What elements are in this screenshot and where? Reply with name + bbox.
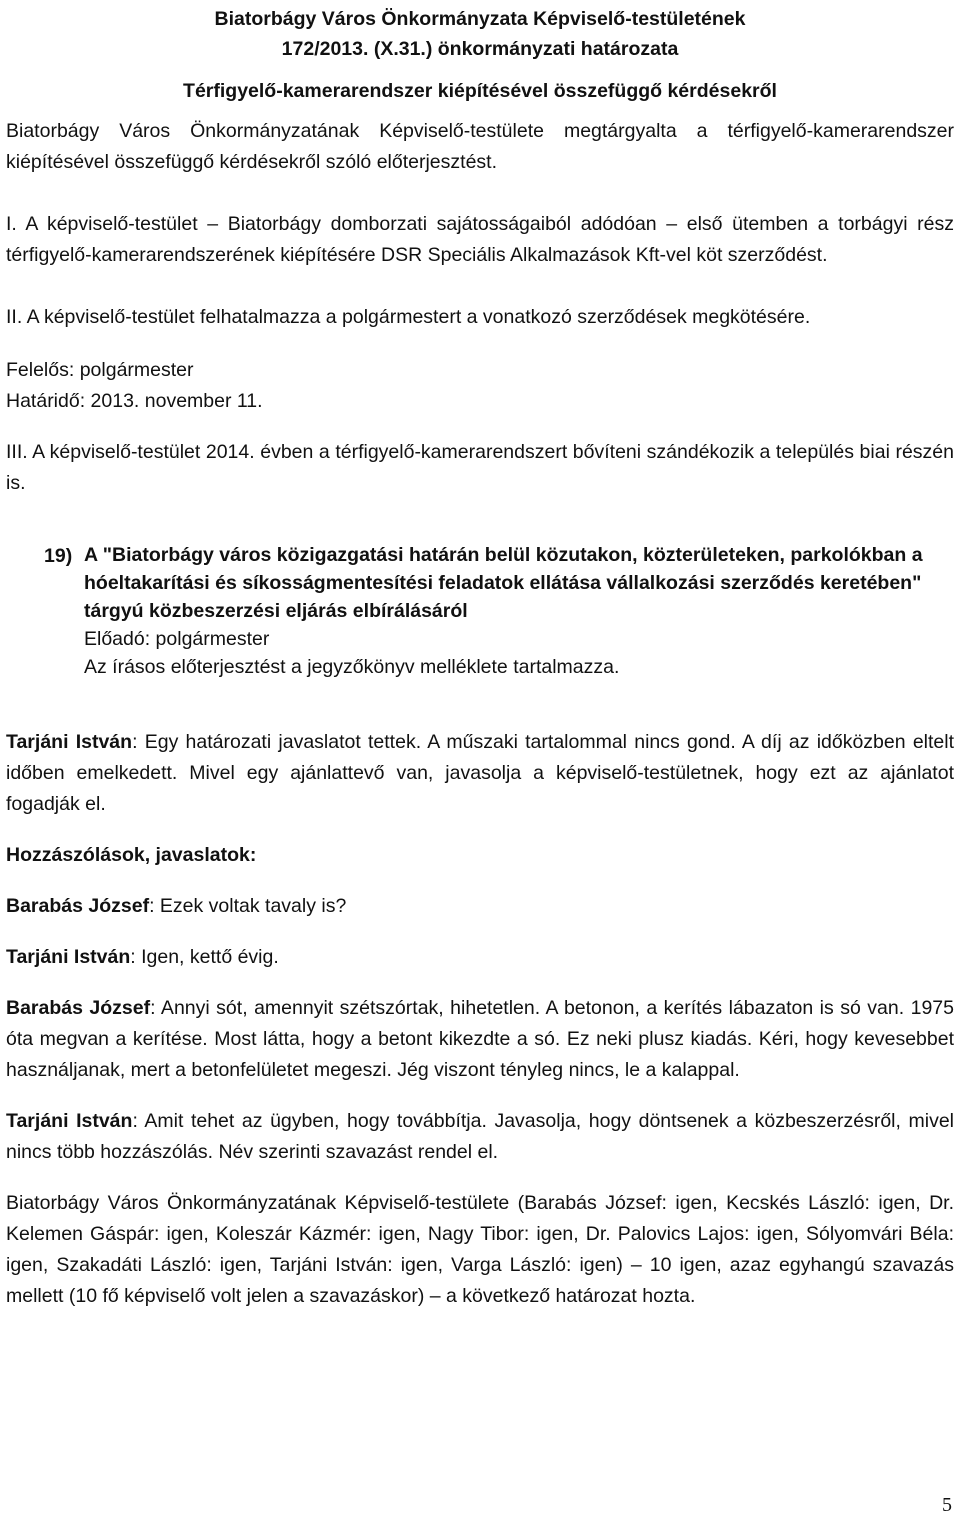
discussion-paragraph — [6, 727, 954, 820]
agenda-item-title: A "Biatorbágy város közigazgatási határán belül közutakon, közterületeken, parkolókban a hóeltakarítási és síkosságmentesítési feladatok ellátása vállalkozási szerződés keretében" tárgyú közbeszerzési eljárás elbírálásáról — [84, 544, 923, 622]
comment-4 — [6, 1106, 954, 1168]
comment-1 — [6, 891, 954, 922]
speaker-name: Tarjáni István — [6, 1110, 133, 1132]
speech-text: : Igen, kettő évig. — [130, 946, 279, 968]
vote-paragraph: Biatorbágy Város Önkormányzatának Képviselő-testülete (Barabás József: igen, Kecskés László: igen, Dr. Kelemen Gáspár: igen, Koleszár Kázmér: igen, Nagy Tibor: igen, Dr. Palovics Lajos: igen, Sólyomvári Béla: igen, Szakadáti László: igen, Tarjáni István: igen, Varga László: igen) – 10 igen, azaz egyhangú szavazás mellett (10 fő képviselő volt jelen a szavazáskor) – a következő határozat hozta. — [6, 1192, 954, 1307]
agenda-item-note: Az írásos előterjesztést a jegyzőkönyv melléklete tartalmazza. — [84, 656, 620, 678]
speech-text: : Egy határozati javaslatot tettek. A műszaki tartalommal nincs gond. A díj az időközben eltelt időben emelkedett. Mivel egy ajánlattevő van, javasolja a képviselő-testületnek, hogy ezt az ajánlatot fogadják el. — [6, 731, 955, 815]
responsible: Felelős: polgármester — [6, 359, 194, 381]
page-number: 5 — [942, 1494, 952, 1516]
speaker-name: Barabás József — [6, 997, 151, 1019]
resolution-point-3: III. A képviselő-testület 2014. évben a térfigyelő-kamerarendszert bővíteni szándékozik a település biai részén is. — [6, 441, 954, 494]
resolution-header — [6, 0, 954, 106]
speech-text: : Annyi sót, amennyit szétszórtak, hihetetlen. A betonon, a kerítés lábazaton is só van. 1975 óta megvan a kerítése. Most látta, hogy a betont kikezdte a só. Ez neki plusz kiadás. Kéri, hogy kevesebbet használjanak, mert a betonfelületet megeszi. Jég viszont tényleg nincs, le a kalappal. — [6, 997, 954, 1081]
resolution-intro: Biatorbágy Város Önkormányzatának Képviselő-testülete megtárgyalta a térfigyelő-kamerarendszer kiépítésével összefüggő kérdésekről szóló előterjesztést. — [6, 120, 954, 173]
speaker-name: Barabás József — [6, 895, 150, 917]
resolution-point-1: I. A képviselő-testület – Biatorbágy domborzati sajátosságaiból adódóan – első ütemben a torbágyi rész térfigyelő-kamerarendszerének kiépítésére DSR Speciális Alkalmazások Kft-vel köt szerződést. — [6, 213, 954, 266]
speech-text: : Amit tehet az ügyben, hogy továbbítja. Javasolja, hogy döntsenek a közbeszerzésről, mivel nincs több hozzászólás. Név szerinti szavazást rendel el. — [6, 1110, 954, 1163]
header-line-1: Biatorbágy Város Önkormányzata Képviselő-testületének — [214, 8, 746, 30]
agenda-item-number: 19) — [44, 545, 73, 567]
comments-heading: Hozzászólások, javaslatok: — [6, 844, 257, 866]
resolution-point-2: II. A képviselő-testület felhatalmazza a polgármestert a vonatkozó szerződések megkötésére. — [6, 306, 811, 328]
speaker-name: Tarjáni István — [6, 731, 133, 753]
speech-text: : Ezek voltak tavaly is? — [149, 895, 347, 917]
deadline: Határidő: 2013. november 11. — [6, 390, 263, 412]
document-page — [6, 0, 954, 1312]
agenda-item-presenter: Előadó: polgármester — [84, 628, 270, 650]
comment-2 — [6, 942, 954, 973]
speaker-name: Tarjáni István — [6, 946, 131, 968]
comment-3 — [6, 993, 954, 1086]
header-subtitle: Térfigyelő-kamerarendszer kiépítésével összefüggő kérdésekről — [183, 80, 777, 102]
agenda-item-19 — [44, 541, 954, 681]
header-line-2: 172/2013. (X.31.) önkormányzati határozata — [281, 38, 679, 60]
